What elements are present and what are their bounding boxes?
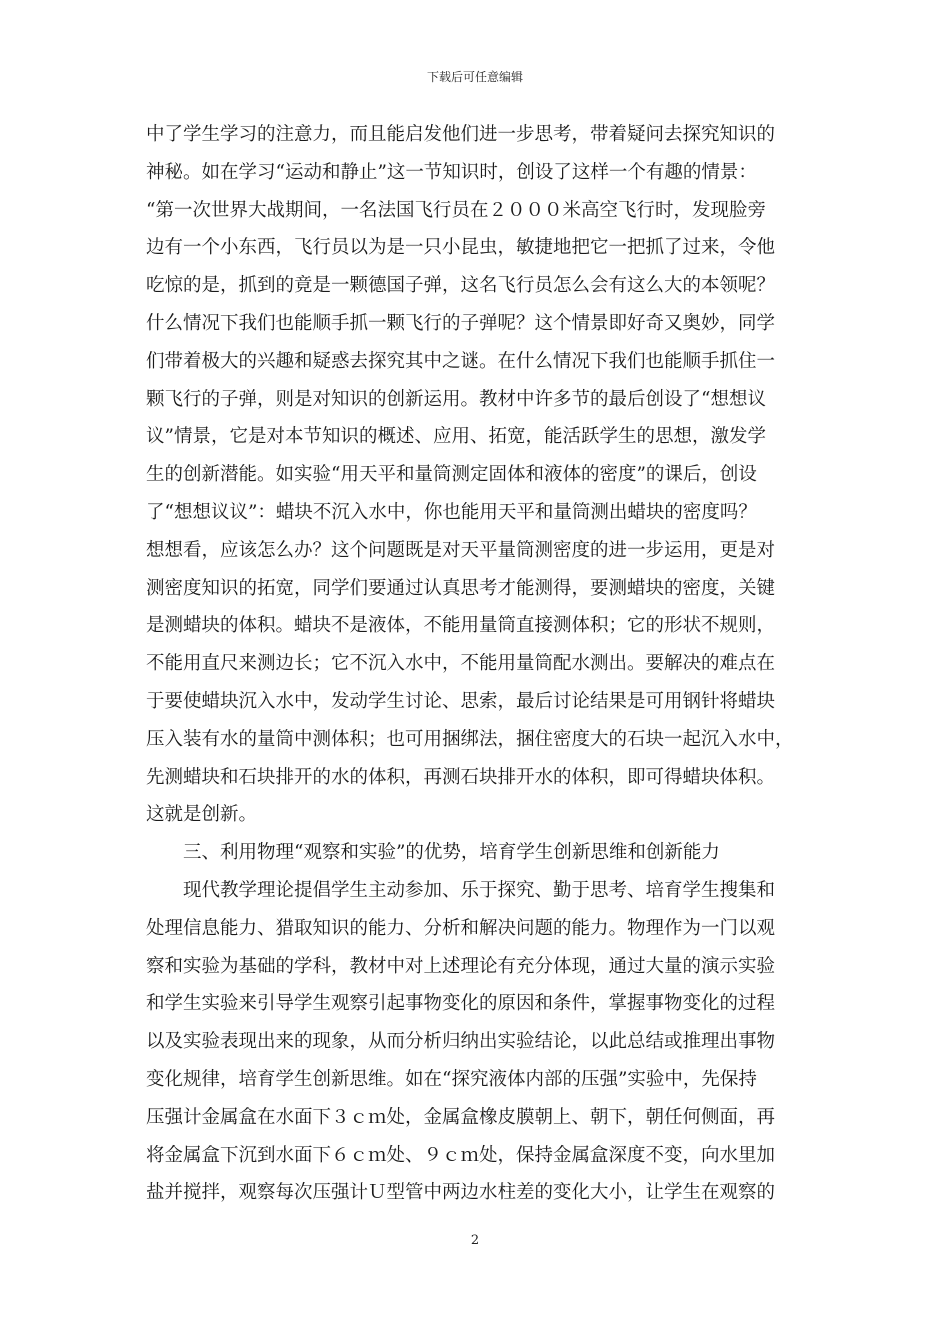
text-line: 压入装有水的量筒中测体积；也可用捆绑法，捆住密度大的石块一起沉入水中，: [146, 728, 794, 750]
page-number: 2: [470, 1233, 480, 1248]
text-line: 盐并搅拌，观察每次压强计Ｕ型管中两边水柱差的变化大小，让学生在观察的: [146, 1182, 776, 1204]
section-heading: 三、利用物理“观察和实验”的优势，培育学生创新思维和创新能力: [146, 842, 720, 864]
text-line: 吃惊的是，抓到的竟是一颗德国子弹，这名飞行员怎么会有这么大的本领呢？: [146, 275, 776, 297]
text-line: 边有一个小东西，飞行员以为是一只小昆虫，敏捷地把它一把抓了过来，令他: [146, 237, 776, 259]
text-line: 和学生实验来引导学生观察引起事物变化的原因和条件，掌握事物变化的过程: [146, 993, 776, 1015]
text-line: 这就是创新。: [146, 804, 258, 826]
text-line: 变化规律，培育学生创新思维。如在“探究液体内部的压强”实验中，先保持: [146, 1068, 757, 1090]
page-header: 下载后可任意编辑: [426, 70, 523, 84]
text-line: 压强计金属盒在水面下３ｃｍ处，金属盒橡皮膜朝上、朝下，朝任何侧面，再: [146, 1106, 776, 1128]
text-line: “第一次世界大战期间，一名法国飞行员在２０００米高空飞行时，发现脸旁: [146, 199, 766, 221]
text-line: 处理信息能力、猎取知识的能力、分析和解决问题的能力。物理作为一门以观: [146, 917, 776, 939]
text-line: 是测蜡块的体积。蜡块不是液体，不能用量筒直接测体积；它的形状不规则，: [146, 615, 776, 637]
text-line: 测密度知识的拓宽，同学们要通过认真思考才能测得，要测蜡块的密度，关键: [146, 577, 776, 599]
text-line: 神秘。如在学习“运动和静止”这一节知识时，创设了这样一个有趣的情景：: [146, 161, 757, 183]
text-line: 颗飞行的子弹，则是对知识的创新运用。教材中许多节的最后创设了“想想议: [146, 388, 766, 410]
text-line: 生的创新潜能。如实验“用天平和量筒测定固体和液体的密度”的课后，创设: [146, 464, 757, 486]
text-line: 不能用直尺来测边长；它不沉入水中，不能用量筒配水测出。要解决的难点在: [146, 653, 776, 675]
text-line: 察和实验为基础的学科，教材中对上述理论有充分体现，通过大量的演示实验: [146, 955, 776, 977]
text-line: 议”情景，它是对本节知识的概述、应用、拓宽，能活跃学生的思想，激发学: [146, 426, 766, 448]
text-line: 中了学生学习的注意力，而且能启发他们进一步思考，带着疑问去探究知识的: [146, 124, 776, 145]
page-body: [146, 116, 818, 1212]
text-line: 们带着极大的兴趣和疑惑去探究其中之谜。在什么情况下我们也能顺手抓住一: [146, 350, 776, 372]
text-line: 于要使蜡块沉入水中，发动学生讨论、思索，最后讨论结果是可用钢针将蜡块: [146, 690, 776, 712]
text-line: 将金属盒下沉到水面下６ｃｍ处、９ｃｍ处，保持金属盒深度不变，向水里加: [146, 1144, 776, 1166]
text-line: 先测蜡块和石块排开的水的体积，再测石块排开水的体积，即可得蜡块体积。: [146, 766, 776, 788]
text-line: 什么情况下我们也能顺手抓一颗飞行的子弹呢？这个情景即好奇又奥妙，同学: [146, 312, 776, 334]
text-line: 以及实验表现出来的现象，从而分析归纳出实验结论，以此总结或推理出事物: [146, 1031, 776, 1053]
text-line: 了“想想议议”：蜡块不沉入水中，你也能用天平和量筒测出蜡块的密度吗？: [146, 501, 757, 523]
text-line: 现代教学理论提倡学生主动参加、乐于探究、勤于思考、培育学生搜集和: [146, 879, 776, 901]
text-line: 想想看，应该怎么办？这个问题既是对天平量筒测密度的进一步运用，更是对: [146, 539, 776, 561]
